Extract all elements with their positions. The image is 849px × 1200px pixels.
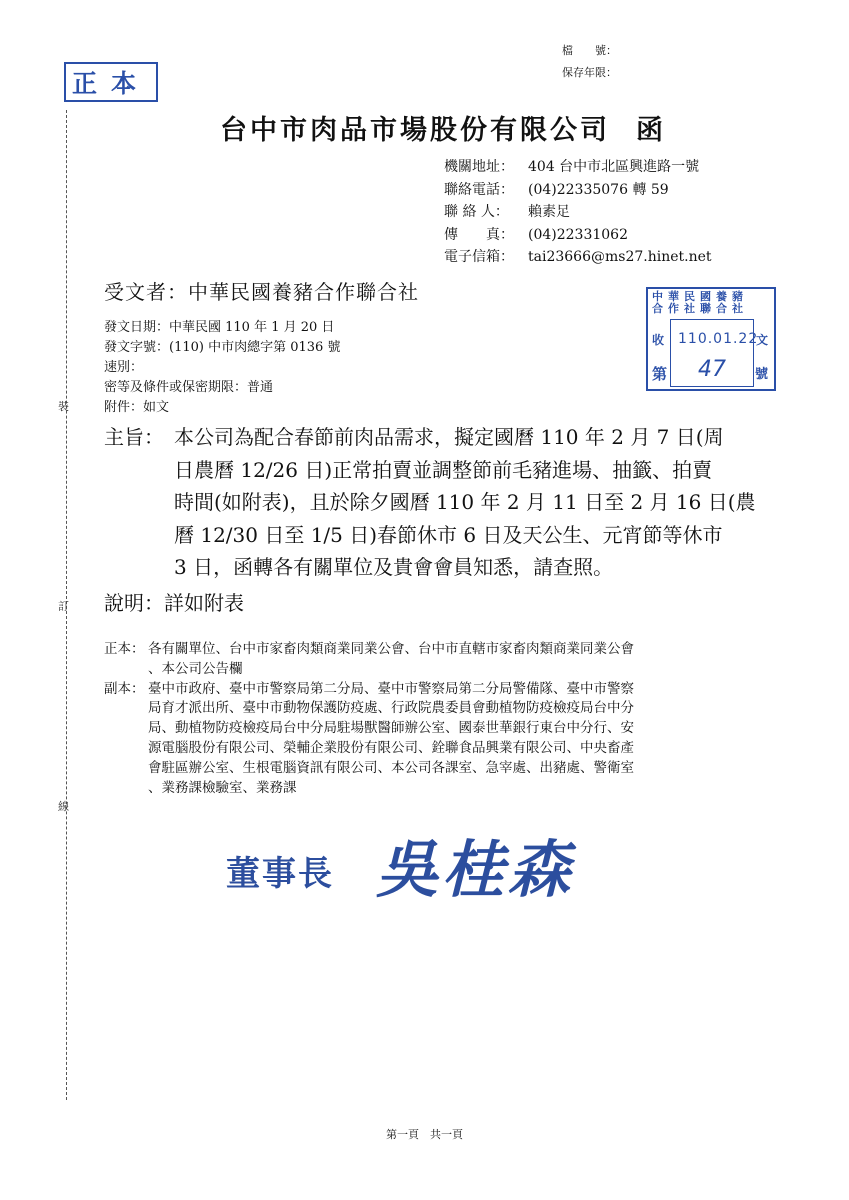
subject-line: 3 日，函轉各有關單位及貴會會員知悉，請查照。 [174, 555, 614, 579]
contact-info [444, 156, 712, 269]
binding-mark-zhuang: 裝 [58, 400, 69, 413]
stamp-shou: 收 [652, 333, 665, 347]
document-type: 函 [636, 115, 663, 146]
file-number-label: 檔 號： [562, 44, 617, 57]
subject-line: 本公司為配合春節前肉品需求，擬定國曆 110 年 2 月 7 日(周 [174, 425, 724, 449]
stamp-received-date: 110.01.22 [678, 331, 759, 347]
distribution-line: 局育才派出所、臺中市動物保護防疫處、行政院農委員會動植物防疫檢疫局台中分 [148, 700, 634, 717]
speed: 速別： [104, 360, 144, 375]
distribution-line: 、本公司公告欄 [148, 660, 243, 677]
stamp-received-number: 47 [698, 357, 726, 382]
stamp-wen: 文 [755, 333, 768, 347]
file-info [562, 40, 617, 84]
security-level: 密等及條件或保密期限：普通 [104, 380, 274, 395]
binding-mark-xian: 線 [58, 800, 69, 813]
contact-email: 電子信箱： tai23666@ms27.hinet.net [444, 249, 712, 265]
distribution-line: 臺中市政府、臺中市警察局第二分局、臺中市警察局第二分局警備隊、臺中市警察 [148, 680, 634, 697]
stamp-hao: 號 [754, 367, 768, 382]
page-number: 第一頁 共一頁 [386, 1128, 463, 1141]
contact-address: 機關地址： 404 台中市北區興進路一號 [444, 159, 700, 175]
contact-fax: 傳 真： (04)22331062 [444, 226, 628, 243]
distribution [104, 640, 634, 798]
contact-person: 聯 絡 人： 賴素足 [444, 204, 570, 220]
document-number: 發文字號：(110) 中市肉總字第 0136 號 [104, 340, 341, 355]
stamp-org-line2: 合作社聯合社 [652, 302, 748, 315]
copy-label: 副本： [104, 680, 145, 697]
subject-line: 時間(如附表)，且於除夕國曆 110 年 2 月 11 日至 2 月 16 日(農 [174, 490, 756, 514]
signature-title: 董事長 [226, 854, 334, 894]
recipient: 受文者：中華民國養豬合作聯合社 [104, 280, 419, 304]
issue-date: 發文日期：中華民國 110 年 1 月 20 日 [104, 320, 335, 335]
explanation: 說明：詳如附表 [104, 591, 244, 615]
stamp-di: 第 [652, 365, 668, 383]
received-stamp [646, 287, 776, 391]
signature-name: 吳桂森 [376, 833, 575, 906]
distribution-line: 、業務課檢驗室、業務課 [148, 779, 297, 796]
document-metadata [104, 318, 340, 418]
subject-line: 曆 12/30 日至 1/5 日)春節休市 6 日及天公生、元宵節等休市 [174, 522, 723, 547]
original-recipients [104, 640, 634, 680]
subject-line: 日農曆 12/26 日)正常拍賣並調整節前毛豬進場、抽籤、拍賣 [174, 457, 713, 482]
binding-mark-ding: 訂 [58, 600, 69, 613]
subject-section [104, 421, 774, 584]
subject-label: 主旨： [104, 425, 164, 449]
distribution-line: 源電腦股份有限公司、榮輔企業股份有限公司、銓聯食品興業有限公司、中央畜產 [148, 739, 634, 756]
attachment: 附件：如文 [104, 400, 170, 415]
distribution-line: 會駐區辦公室、生根電腦資訊有限公司、本公司各課室、急宰處、出豬處、警衛室 [148, 759, 634, 776]
document-title: 台中市肉品市場股份有限公司 [220, 115, 610, 146]
stamp-org-line1: 中華民國養豬 [652, 290, 748, 303]
contact-phone: 聯絡電話： (04)22335076 轉 59 [444, 181, 669, 198]
original-label: 正本： [104, 641, 145, 657]
distribution-line: 局、動植物防疫檢疫局台中分局駐場獸醫師辦公室、國泰世華銀行東台中分行、安 [148, 720, 634, 737]
retention-period-label: 保存年限： [562, 66, 617, 79]
distribution-line: 各有關單位、台中市家畜肉類商業同業公會、台中市直轄市家畜肉類商業同業公會 [148, 641, 634, 657]
original-copy-stamp: 正本 [64, 62, 158, 102]
copy-recipients [104, 680, 634, 799]
